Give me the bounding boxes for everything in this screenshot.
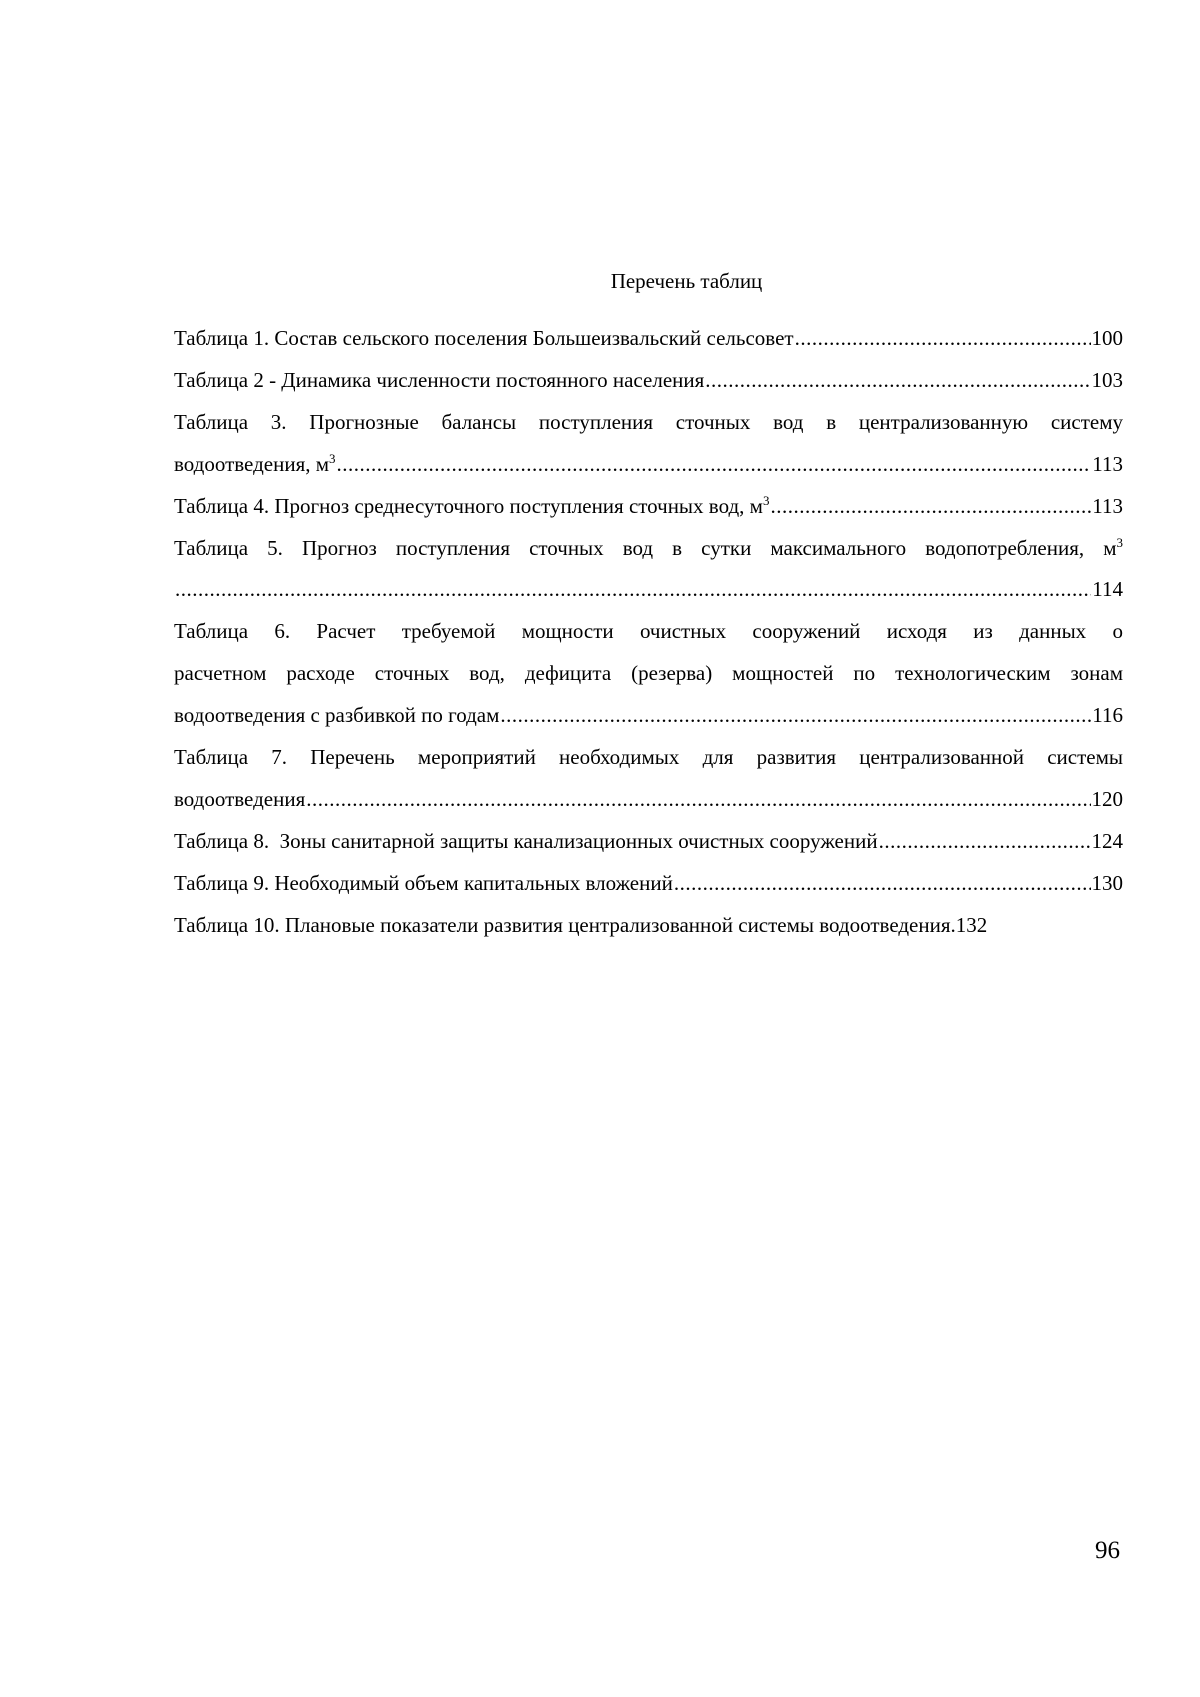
toc-entry-9[interactable]: [174, 863, 1123, 905]
dot-leader: [337, 444, 1092, 486]
superscript: 3: [329, 450, 336, 466]
toc-entry-text: Таблица 10. Плановые показатели развития централизованной системы водоотведения.: [174, 912, 956, 937]
dot-leader: [306, 779, 1090, 821]
toc-entry-5[interactable]: [174, 528, 1123, 612]
dot-leader: [500, 695, 1091, 737]
toc-entry-page: 113: [1092, 451, 1123, 476]
table-of-tables: [174, 318, 1123, 947]
toc-entry-text: Таблица 1. Состав сельского поселения Большеизвальский сельсовет: [174, 326, 794, 350]
toc-entry-page: 132: [955, 912, 988, 937]
toc-entry-text-cont: водоотведения: [174, 786, 306, 811]
dot-leader: [175, 569, 1091, 611]
toc-entry-page: 124: [1091, 828, 1123, 853]
toc-entry-text: Таблица 6. Расчет требуемой мощности очистных сооружений исходя из данных о: [174, 619, 1123, 644]
toc-entry-text-cont: водоотведения, $м^3$: [174, 450, 336, 476]
toc-entry-page: 120: [1091, 786, 1123, 811]
superscript: 3: [1116, 534, 1123, 550]
toc-entry-6[interactable]: [174, 611, 1123, 737]
toc-entry-3[interactable]: [174, 402, 1123, 486]
dot-leader: [674, 863, 1091, 905]
dot-leader: [879, 821, 1091, 863]
toc-entry-text-cont: расчетном расходе сточных вод, дефицита (резерва) мощностей по технологическим зонам: [174, 661, 1123, 686]
page-title: Перечень таблиц: [610, 269, 763, 293]
toc-entry-text: Таблица 7. Перечень мероприятий необходимых для развития централизованной системы: [174, 745, 1123, 770]
toc-entry-text: Таблица 9. Необходимый объем капитальных вложений: [174, 870, 673, 895]
toc-entry-text: Таблица 8. Зоны санитарной защиты канализационных очистных сооружений: [174, 828, 878, 853]
toc-entry-page: 113: [1092, 493, 1123, 518]
toc-entry-page: 103: [1091, 367, 1123, 392]
toc-entry-10[interactable]: [174, 905, 1123, 947]
toc-entry-4[interactable]: [174, 486, 1123, 528]
dot-leader: [795, 318, 1091, 360]
toc-entry-page: 114: [1092, 577, 1123, 602]
toc-entry-text: Таблица 5. Прогноз поступления сточных вод в сутки максимального водопотребления, $м^3$: [174, 534, 1123, 560]
toc-entry-text: Таблица 4. Прогноз среднесуточного поступления сточных вод, $м^3$: [174, 492, 770, 518]
page-number: 96: [1095, 1537, 1120, 1564]
toc-entry-8[interactable]: [174, 821, 1123, 863]
superscript: 3: [762, 492, 770, 508]
toc-entry-page: 116: [1092, 703, 1123, 728]
toc-entry-2[interactable]: [174, 360, 1123, 402]
toc-entry-7[interactable]: [174, 737, 1123, 821]
dot-leader: [705, 360, 1090, 402]
toc-entry-page: 100: [1091, 326, 1123, 350]
toc-entry-page: 130: [1091, 870, 1123, 895]
toc-entry-text: Таблица 3. Прогнозные балансы поступления сточных вод в централизованную систему: [174, 409, 1123, 434]
toc-entry-text: Таблица 2 - Динамика численности постоянного населения: [174, 367, 705, 392]
toc-entry-1[interactable]: [174, 318, 1123, 360]
toc-entry-text-cont: водоотведения с разбивкой по годам: [174, 703, 500, 728]
dot-leader: [770, 486, 1091, 528]
